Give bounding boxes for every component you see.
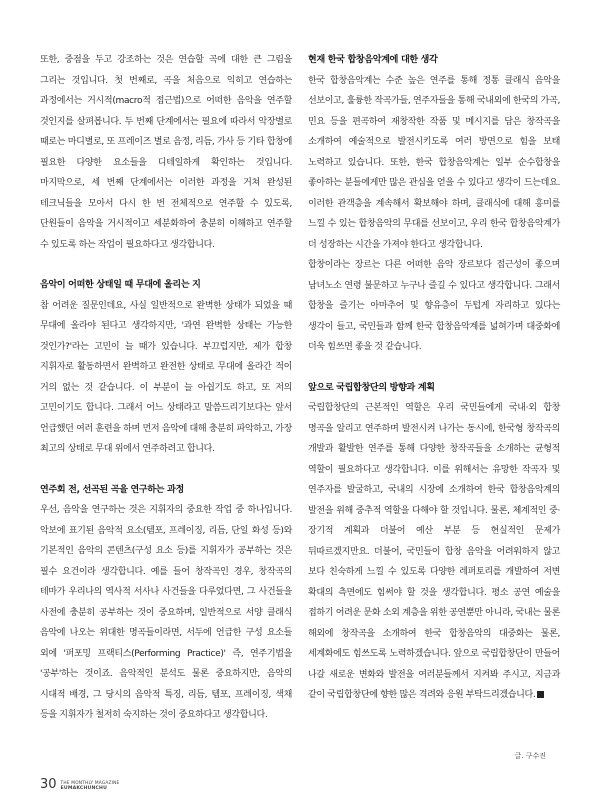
byline: 글. 구수진 (514, 752, 546, 760)
body-paragraph: 한국 합창음악계는 수준 높은 연주를 통해 정통 클래식 음악을 선보이고, 훌륭한 작곡가들, 연주자들을 통해 국내외에 한국의 가곡, 민요 등을 편곡하여 재창작한 작품 및 메시지를 담은 창작곡을 소개하여 예술적으로 발전시키도록 여러 방면으로 힘을 보태 노력하고 있습니다. 또한, 한국 합창음악계는 일부 순수합창을 좋아하는 분들에게만 많은 관심을 얻을 수 있다고 생각이 드는데요. 이러한 관객층을 계속해서 확보해야 하며, 클래식에 대해 흥미를 느낄 수 있는 합창음악의 무대를 선보이고, 우리 한국 합창음악계가 더 성장하는 시간을 가져야 한다고 생각합니다. (308, 75, 560, 250)
body-paragraph: 합창이라는 장르는 다른 어떠한 음악 장르보다 접근성이 좋으며 남녀노소 연령 불문하고 누구나 즐길 수 있다고 생각합니다. 그래서 합창을 즐기는 아마추어 및 향유층이 두텁게 자리하고 있다는 생각이 들고, 국민들과 함께 한국 합창음악계를 넓혀가며 대중화에 더욱 힘쓰면 좋을 것 같습니다. (308, 260, 560, 352)
page-number: 30 (40, 777, 57, 792)
body-paragraph: 참 어려운 질문인데요, 사실 일반적으로 완벽한 상태가 되었을 때 무대에 올라야 된다고 생각하지만, '과연 완벽한 상태는 가능한 것인가?'라는 고민이 늘 때가 있습니다. 부끄럽지만, 제가 합창 지휘자로 활동하면서 완벽하고 완전한 상태로 무대에 올라간 적이 거의 없는 것 같습니다. 이 부분이 늘 아쉽기도 하고, 또 저의 고민이기도 합니다. 그래서 어느 상태라고 말씀드리기보다는 앞서 언급했던 여러 훈련을 하며 먼저 음악에 대해 충분히 파악하고, 가장 최고의 상태로 무대 위에서 연주하려고 합니다. (40, 300, 292, 454)
page-footer (40, 778, 119, 791)
section-heading: 연주회 전, 선곡된 곡을 연구하는 과정 (40, 484, 184, 495)
section-heading: 앞으로 국립합창단의 방향과 계획 (308, 382, 435, 393)
body-paragraph: 국립합창단의 근본적인 역할은 우리 국민들에게 국내·외 합창 명곡을 알리고 연주하며 발전시켜 나가는 동시에, 한국형 창작곡의 개발과 활발한 연주를 통해 다양한 창작곡들을 소개하는 균형적 역할이 필요하다고 생각합니다. 이를 위해서는 유망한 작곡자 및 연주자를 발굴하고, 국내의 시장에 소개하여 한국 합창음악계의 발전을 위해 중추적 역할을 다해야 할 것입니다. 물론, 체계적인 중·장기적 계획과 더불어 예산 부분 등 현실적인 문제가 뒤따르겠지만요. 더불어, 국민들이 합창 음악을 어려워하지 않고 보다 친숙하게 느낄 수 있도록 다양한 레퍼토리를 개발하여 저변 확대의 측면에도 힘써야 할 것을 생각합니다. 평소 공연 예술을 접하기 어려운 문화 소외 계층을 위한 공연뿐만 아니라, 국내는 물론 해외에 창작곡을 소개하여 한국 합창음악의 대중화는 물론, 세계화에도 힘쓰도록 노력하겠습니다. 앞으로 국립합창단이 만들어 나갈 새로운 변화와 발전을 여러분들께서 지켜봐 주시고, 지금과 같이 국립합창단에 향한 많은 격려와 응원 부탁드리겠습니다. (308, 403, 560, 700)
section-heading: 음악이 어떠한 상태일 때 무대에 올리는 지 (40, 280, 201, 290)
left-column (40, 50, 292, 726)
magazine-line1: THE MONTHLY MAGAZINE (60, 781, 120, 786)
magazine-logo (61, 781, 120, 791)
body-paragraph: 또한, 중점을 두고 강조하는 것은 연습할 곡에 대한 큰 그림을 그리는 것입니다. 첫 번째로, 곡을 처음으로 익히고 연습하는 과정에서는 거시적(macro적 접근법)으로 어떠한 음악을 연주할 것인지를 살펴봅니다. 두 번째 단계에서는 필요에 따라서 악장별로 때로는 마디별로, 또 프레이즈 별로 음정, 리듬, 가사 등 기타 합창에 필요한 다양한 요소들을 디테일하게 확인하는 것입니다. 마지막으로, 세 번째 단계에서는 이러한 과정을 거쳐 완성된 테크닉들을 모아서 다시 한 번 전체적으로 연주할 수 있도록, 단원들이 음악을 거시적이고 세분화하여 충분히 이해하고 연주할 수 있도록 하는 작업이 필요하다고 생각합니다. (40, 55, 292, 250)
right-column (308, 50, 560, 706)
section-heading: 현재 한국 합창음악계에 대한 생각 (308, 55, 438, 65)
end-mark-icon (537, 691, 544, 698)
magazine-line2: EUMAKCHUNCHU (60, 786, 108, 791)
body-paragraph: 우선, 음악을 연구하는 것은 지휘자의 중요한 작업 중 하나입니다. 악보에 표기된 음악적 요소(템포, 프레이징, 리듬, 단일 화성 등)와 기본적인 음악의 콘텐츠(구성 요소 등)를 지휘자가 공부하는 것은 필수 요건이라 생각합니다. 예를 들어 창작곡인 경우, 창작곡의 테마가 우리나의 역사적 서사나 사건들을 다루었다면, 그 사건들을 사전에 충분히 공부하는 것이 중요하며, 일반적으로 서양 클래식 음악에 나오는 위대한 명곡들이라면, 서두에 언급한 구성 요소들 외에 '퍼포밍 프랙티스(Performing Practice)' 즉, 연주기법을 '공부'하는 것이죠. 음악적인 분석도 물론 중요하지만, 음악의 시대적 배경, 그 당시의 음악적 특징, 리듬, 템포, 프레이징, 색채 등을 지휘자가 철저히 숙지하는 것이 중요하다고 생각합니다. (40, 505, 292, 720)
